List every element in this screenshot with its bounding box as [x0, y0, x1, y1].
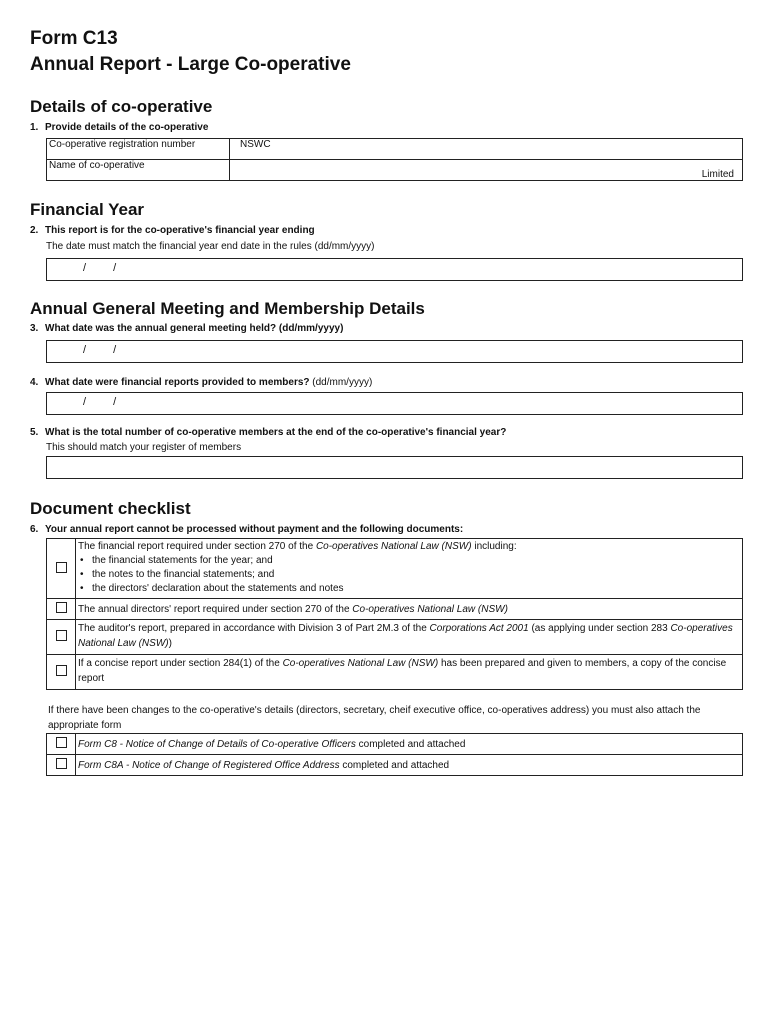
registration-number-label: Co-operative registration number: [47, 139, 230, 160]
section-heading-checklist: Document checklist: [30, 499, 191, 518]
checklist-item-directors-report: The annual directors' report required under section 270 of the Co-operatives National Law (NSW): [76, 599, 743, 620]
question-1: 1. Provide details of the co-operative: [30, 122, 209, 133]
question-3: 3. What date was the annual general meeting held? (dd/mm/yyyy): [30, 323, 344, 334]
checkbox-form-c8a[interactable]: [56, 758, 67, 769]
page-title: Annual Report - Large Co-operative: [30, 54, 351, 75]
checklist-row-directors-report: [47, 599, 743, 620]
checkbox-financial-report[interactable]: [56, 562, 67, 573]
financial-reports-date-field[interactable]: / /: [46, 392, 743, 415]
checkbox-concise-report[interactable]: [56, 665, 67, 676]
checklist-item-financial-report: The financial report required under section 270 of the Co-operatives National Law (NSW) including: • the financial statements for the year; and • the notes to the financial statements; and • the directors' declaration about the statements and notes: [76, 539, 743, 599]
checkbox-form-c8-cell: [47, 734, 76, 755]
registration-number-field[interactable]: NSWC: [230, 139, 743, 160]
section-heading-financial-year: Financial Year: [30, 200, 145, 219]
checkbox-form-c8a-cell: [47, 755, 76, 776]
cooperative-name-label: Name of co-operative: [47, 160, 230, 181]
checklist-item-auditors-report: The auditor's report, prepared in accordance with Division 3 of Part 2M.3 of the Corporations Act 2001 (as applying under section 283 Co-operatives National Law (NSW)): [76, 620, 743, 655]
checklist-row-financial-report: [47, 539, 743, 599]
question-5-hint: This should match your register of members: [46, 442, 242, 453]
list-item: • the directors' declaration about the statements and notes: [92, 582, 740, 596]
checklist-row-form-c8a: [47, 755, 743, 776]
cooperative-name-field[interactable]: Limited: [230, 160, 743, 181]
question-2: 2. This report is for the co-operative's financial year ending: [30, 225, 315, 236]
question-2-hint: The date must match the financial year end date in the rules (dd/mm/yyyy): [46, 241, 375, 252]
cooperative-details-table: [46, 138, 743, 181]
checkbox-concise-report-cell: [47, 655, 76, 690]
checklist-row-auditors-report: [47, 620, 743, 655]
checklist-item-concise-report: If a concise report under section 284(1) of the Co-operatives National Law (NSW) has been prepared and given to members, a copy of the concise report: [76, 655, 743, 690]
list-item: • the notes to the financial statements; and: [92, 568, 740, 582]
section-heading-agm: Annual General Meeting and Membership Details: [30, 299, 425, 318]
document-checklist-table: [46, 538, 743, 690]
financial-report-bullets: [78, 554, 740, 596]
change-forms-table: [46, 733, 743, 776]
checkbox-auditors-report[interactable]: [56, 630, 67, 641]
financial-year-end-date-field[interactable]: / /: [46, 258, 743, 281]
checkbox-directors-report[interactable]: [56, 602, 67, 613]
checkbox-auditors-report-cell: [47, 620, 76, 655]
list-item: • the financial statements for the year; and: [92, 554, 740, 568]
checklist-item-form-c8: Form C8 - Notice of Change of Details of Co-operative Officers completed and attached: [76, 734, 743, 755]
checkbox-form-c8[interactable]: [56, 737, 67, 748]
section-heading-details: Details of co-operative: [30, 97, 213, 116]
question-5: 5. What is the total number of co-operative members at the end of the co-operative's financial year?: [30, 427, 507, 438]
checklist-row-concise-report: [47, 655, 743, 690]
form-code: Form C13: [30, 28, 118, 49]
checkbox-financial-report-cell: [47, 539, 76, 599]
question-6: 6. Your annual report cannot be processed without payment and the following documents:: [30, 524, 464, 535]
agm-date-field[interactable]: / /: [46, 340, 743, 363]
question-4: 4. What date were financial reports provided to members? (dd/mm/yyyy): [30, 377, 373, 388]
checklist-item-form-c8a: Form C8A - Notice of Change of Registered Office Address completed and attached: [76, 755, 743, 776]
checklist-row-form-c8: [47, 734, 743, 755]
checkbox-directors-report-cell: [47, 599, 76, 620]
changes-note: If there have been changes to the co-operative's details (directors, secretary, cheif executive office, co-operatives address) you must also attach the appropriate form: [48, 705, 701, 731]
member-count-field[interactable]: [46, 456, 743, 479]
